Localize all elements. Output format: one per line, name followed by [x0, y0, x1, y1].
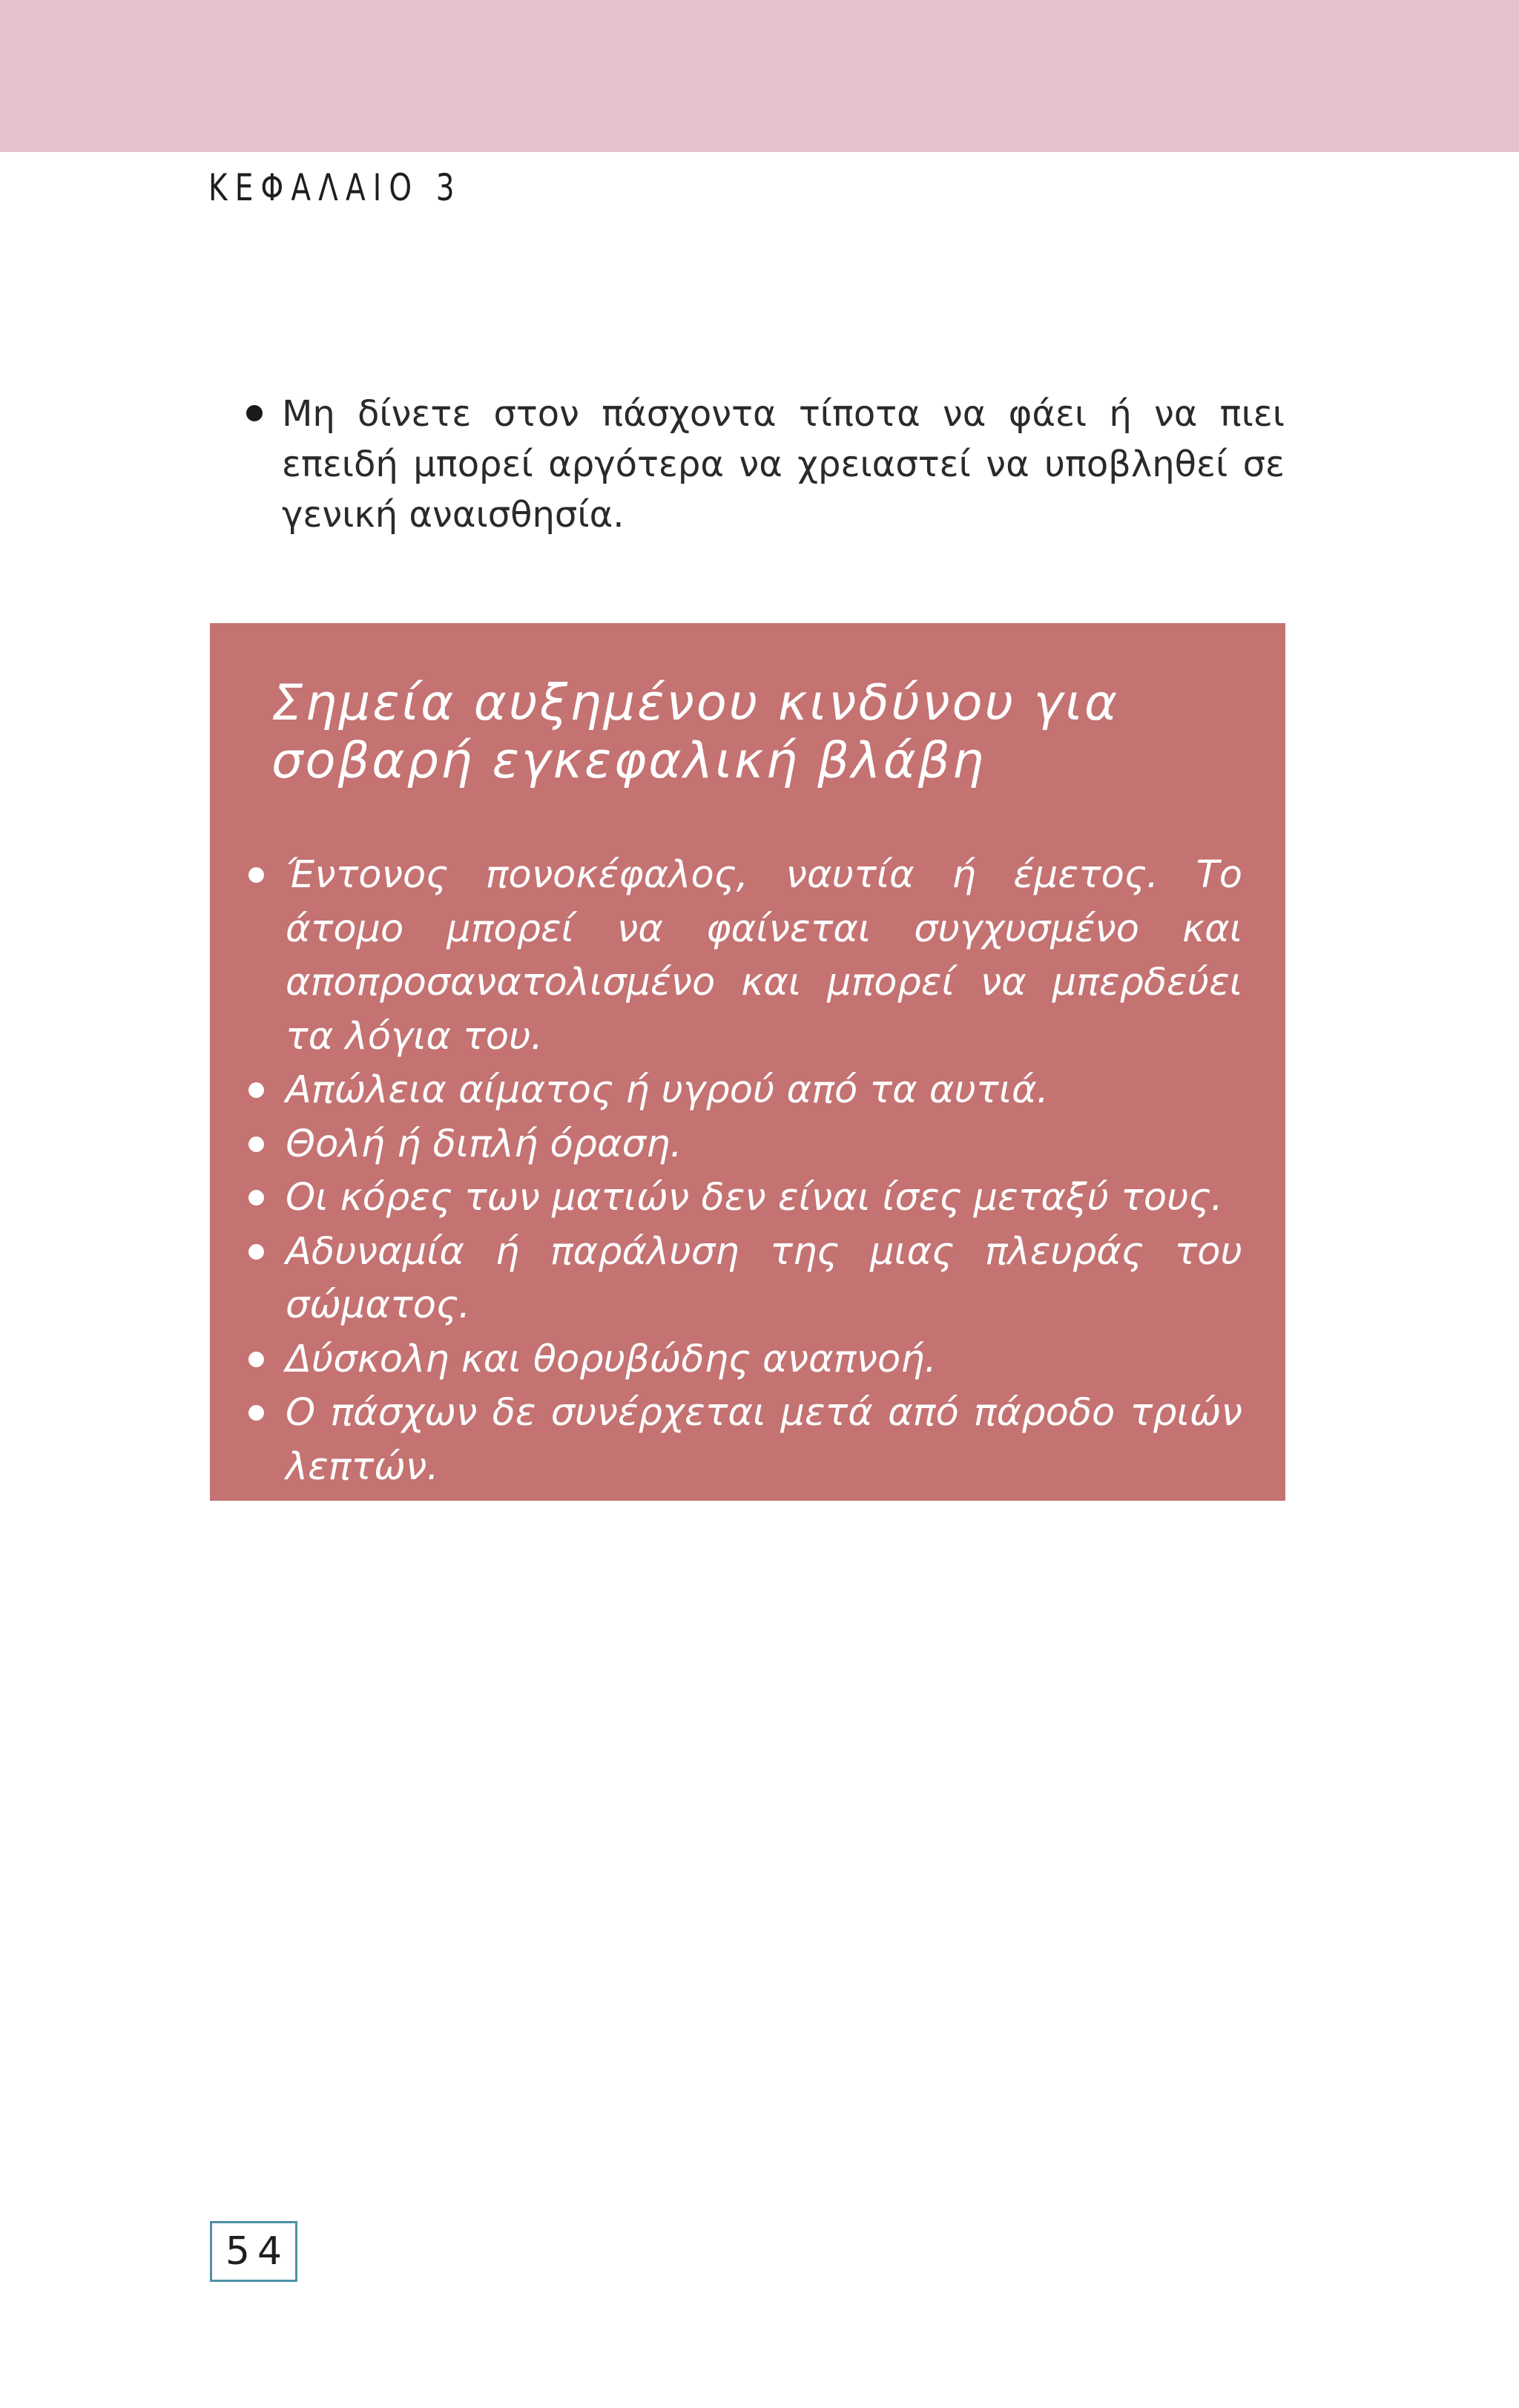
- list-item: [248, 1171, 1242, 1226]
- bullet-icon: [248, 1190, 264, 1205]
- chapter-heading: ΚΕΦΑΛΑΙΟ 3: [208, 166, 462, 209]
- bullet-icon: [246, 405, 263, 421]
- warning-box: [210, 623, 1285, 1501]
- warning-list: [248, 849, 1242, 1494]
- intro-list: [246, 389, 1285, 540]
- page-number: 54: [210, 2221, 297, 2282]
- list-item-text: Ο πάσχων δε συνέρχεται μετά από πάροδο τριών λεπτών.: [286, 1391, 1242, 1489]
- list-item-text: Δύσκολη και θορυβώδης αναπνοή.: [286, 1337, 937, 1381]
- list-item: [248, 1333, 1242, 1387]
- list-item-text: Θολή ή διπλή όραση.: [286, 1122, 682, 1166]
- list-item-text: Έντονος πονοκέφαλος, ναυτία ή έμετος. Το άτομο μπορεί να φαίνεται συγχυσμένο και αποπροσανατολισμένο και μπορεί να μπερδεύει τα λόγια του.: [286, 853, 1242, 1059]
- list-item: [248, 1064, 1242, 1118]
- list-item-text: Οι κόρες των ματιών δεν είναι ίσες μεταξύ τους.: [286, 1176, 1223, 1220]
- list-item: [248, 1118, 1242, 1172]
- bullet-icon: [248, 1082, 264, 1098]
- list-item: [246, 389, 1285, 540]
- bullet-icon: [248, 1352, 264, 1367]
- list-item-text: Αδυναμία ή παράλυση της μιας πλευράς του σώματος.: [286, 1229, 1242, 1327]
- list-item-text: Απώλεια αίματος ή υγρού από τα αυτιά.: [286, 1068, 1049, 1112]
- list-item-text: Μη δίνετε στον πάσχοντα τίποτα να φάει ή να πιει επειδή μπορεί αργότερα να χρειαστεί να υποβληθεί σε γενική αναισθησία.: [282, 393, 1285, 536]
- bullet-icon: [248, 867, 264, 883]
- list-item: [248, 1386, 1242, 1494]
- bullet-icon: [248, 1244, 264, 1260]
- bullet-icon: [248, 1136, 264, 1152]
- list-item: [248, 849, 1242, 1064]
- warning-box-title: Σημεία αυξημένου κινδύνου για σοβαρή εγκεφαλική βλάβη: [271, 674, 1120, 789]
- list-item: [248, 1226, 1242, 1333]
- bullet-icon: [248, 1405, 264, 1421]
- top-color-band: [0, 0, 1519, 152]
